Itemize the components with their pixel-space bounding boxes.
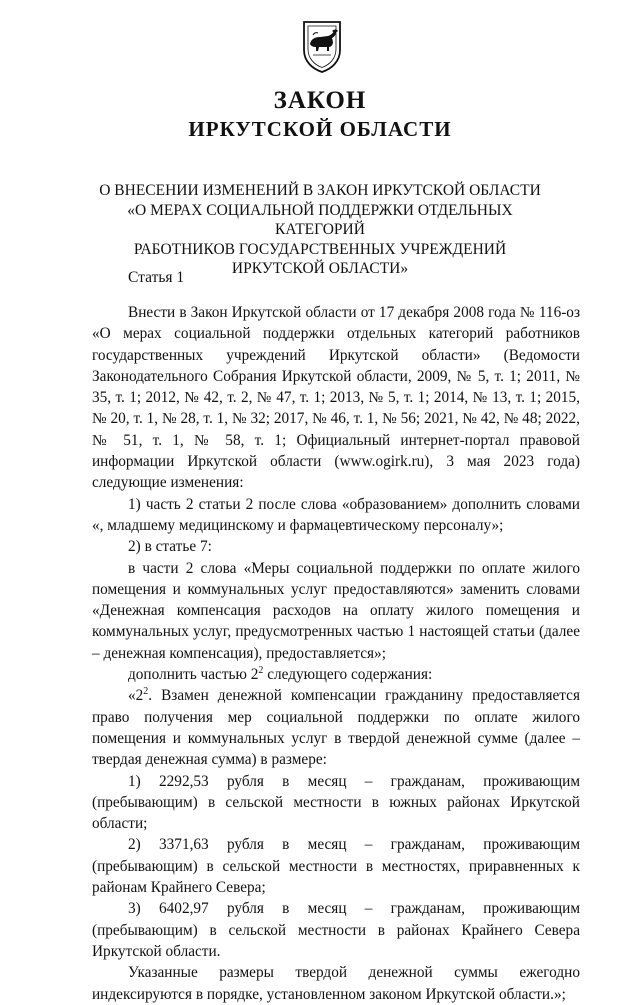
new-part-2-2 <box>92 685 580 770</box>
subtitle-line: О ВНЕСЕНИИ ИЗМЕНЕНИЙ В ЗАКОН ИРКУТСКОЙ ОБЛАСТИ <box>99 182 541 199</box>
amendment-item-1: 1) часть 2 статьи 2 после слова «образованием» дополнить словами «, младшему медицинскому и фармацевтическому персоналу»; <box>92 495 580 534</box>
amendment-item-2a: в части 2 слова «Меры социальной поддержки по оплате жилого помещения и коммунальных услуг предоставляются» заменить словами «Денежная компенсация расходов на оплату жилого помещения и коммунальных услуг, предусмотренных частью 1 настоящей статьи (далее – денежная компенсация), предоставляется»; <box>92 559 580 662</box>
law-region-title: ИРКУТСКОЙ ОБЛАСТИ <box>188 117 452 141</box>
article-heading: Статья 1 <box>128 269 185 286</box>
intro-paragraph: Внести в Закон Иркутской области от 17 декабря 2008 года № 116-оз «О мерах социальной поддержки отдельных категорий работников государственных учреждений Иркутской области» (Ведомости Законодательного Собрания Иркутской области, 2009, № 5, т. 1; 2011, № 35, т. 1; 2012, № 42, т. 2, № 47, т. 1; 2013, № 5, т. 1; 2014, № 13, т. 1; 2015, № 20, т. 1, № 28, т. 1, № 32; 2017, № 46, т. 1, № 56; 2021, № 42, № 48; 2022, № 51, т. 1, № 58, т. 1; Официальный интернет-портал правовой информации Иркутской области (www.ogirk.ru), 3 мая 2023 года) следующие изменения: <box>92 304 580 492</box>
closing-paragraph: Указанные размеры твердой денежной суммы ежегодно индексируются в порядке, установленном законом Иркутской области.»; <box>92 964 580 1003</box>
superscript: 2 <box>258 665 264 677</box>
text-span: «2 <box>128 687 144 705</box>
irkutsk-coat-of-arms-icon <box>301 20 343 74</box>
superscript: 2 <box>143 686 149 698</box>
subtitle-line: «О МЕРАХ СОЦИАЛЬНОЙ ПОДДЕРЖКИ ОТДЕЛЬНЫХ КАТЕГОРИЙ <box>127 201 513 238</box>
text-span: . Взамен денежной компенсации гражданину предоставляется право получения мер социальной поддержки по оплате жилого помещения и коммунальных услуг в твердой денежной сумме (далее – твердая денежная сумма) в размере: <box>92 687 580 769</box>
text-span: следующего содержания: <box>263 666 433 684</box>
law-title: ЗАКОН <box>273 87 367 114</box>
text-span: дополнить частью 2 <box>128 666 259 684</box>
subtitle-line: ИРКУТСКОЙ ОБЛАСТИ» <box>231 260 409 277</box>
article-body <box>92 296 580 1005</box>
subtitle-line: РАБОТНИКОВ ГОСУДАРСТВЕННЫХ УЧРЕЖДЕНИЙ <box>133 240 507 258</box>
sum-item-1: 1) 2292,53 рубля в месяц – гражданам, проживающим (пребывающим) в сельской местности в южных районах Иркутской области; <box>92 772 580 833</box>
amendment-item-2b <box>92 664 580 685</box>
amendment-item-2: 2) в статье 7: <box>128 538 212 556</box>
sum-item-3: 3) 6402,97 рубля в месяц – гражданам, проживающим (пребывающим) в сельской местности в районах Крайнего Севера Иркутской области. <box>92 900 580 960</box>
law-subtitle <box>90 181 550 279</box>
sum-item-2: 2) 3371,63 рубля в месяц – гражданам, проживающим (пребывающим) в сельской местности в местностях, приравненных к районам Крайнего Севера; <box>92 836 580 897</box>
